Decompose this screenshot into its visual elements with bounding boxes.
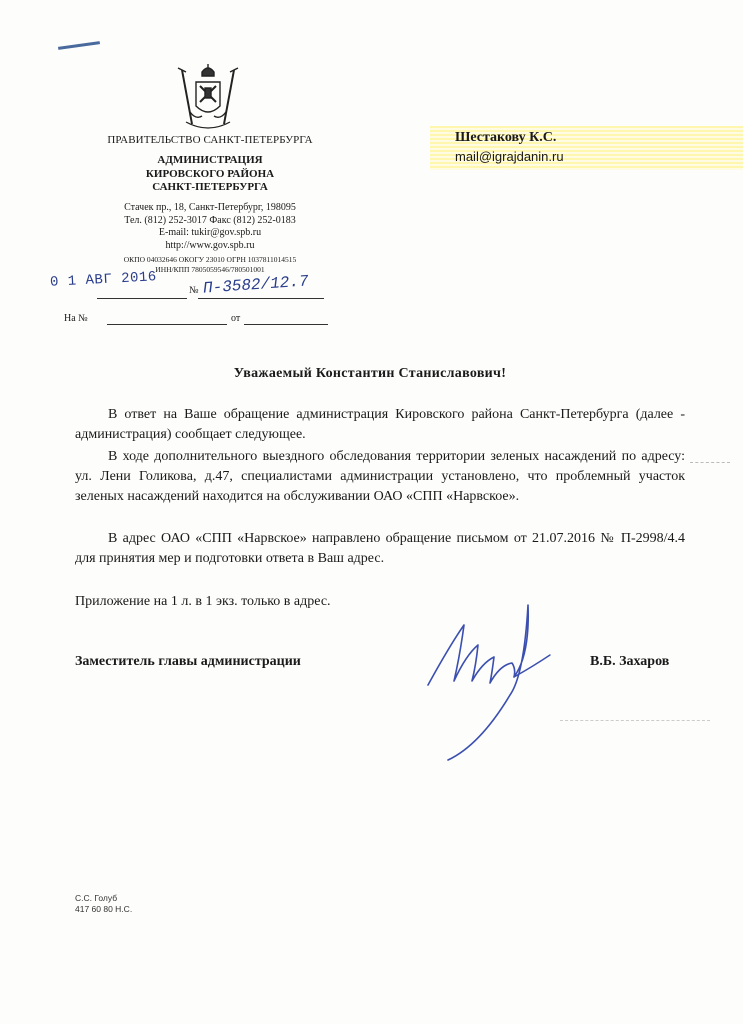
website: http://www.gov.spb.ru — [165, 239, 255, 251]
paragraph-text: В адрес ОАО «СПП «Нарвское» направлено обращение письмом от 21.07.2016 № П-2998/4.4 для принятия мер и подготовки ответа в Ваш адрес. — [75, 531, 685, 566]
address: Стачек пр., 18, Санкт-Петербург, 198095 — [124, 202, 296, 213]
date-stamp: 0 1 АВГ 2016 — [49, 269, 158, 291]
government-heading: ПРАВИТЕЛЬСТВО САНКТ-ПЕТЕРБУРГА — [107, 134, 313, 146]
executor-phone: 417 60 80 Н.С. — [75, 904, 133, 914]
number-label: № — [189, 285, 199, 296]
handwritten-signature — [420, 585, 570, 765]
greeting: Уважаемый Константин Станиславович! — [233, 366, 507, 381]
executor-info — [75, 893, 132, 915]
coat-of-arms-icon — [176, 62, 240, 134]
pen-mark — [58, 41, 100, 50]
paragraph-text: В ходе дополнительного выездного обследования территории зеленых насаждений по адресу: ул. Лени Голикова, д.47, специалистами администрации установлено, что проблемный участок зеленых насаждений находится на обслуживании ОАО «СПП «Нарвское». — [75, 449, 685, 504]
attachment-note: Приложение на 1 л. в 1 экз. только в адрес. — [75, 594, 331, 609]
from-label: от — [231, 313, 241, 324]
number-line — [198, 297, 324, 299]
admin-line: АДМИНИСТРАЦИЯ — [157, 154, 263, 166]
recipient-name: Шестакову К.С. — [455, 130, 557, 145]
number-stamp: П-3582/12.7 — [202, 272, 310, 298]
signatory-name: В.Б. Захаров — [590, 654, 670, 669]
administration-heading — [60, 154, 360, 195]
codes-line: ИНН/КПП 7805059546/780501001 — [155, 265, 265, 274]
phone-fax: Тел. (812) 252-3017 Факс (812) 252-0183 — [124, 214, 296, 226]
from-date-line — [244, 323, 328, 325]
incoming-number-label: На № — [64, 313, 88, 324]
scan-artifact — [560, 720, 710, 721]
paragraph-text: В ответ на Ваше обращение администрация Кировского района Санкт-Петербурга (далее - администрация) сообщает следующее. — [75, 407, 685, 442]
admin-line: САНКТ-ПЕТЕРБУРГА — [152, 181, 268, 193]
recipient-email: mail@igrajdanin.ru — [455, 149, 564, 164]
email: E-mail: tukir@gov.spb.ru — [158, 227, 262, 238]
contact-block — [60, 202, 360, 252]
paragraph — [75, 447, 685, 507]
incoming-number-line — [107, 323, 227, 325]
admin-line: КИРОВСКОГО РАЙОНА — [145, 167, 275, 180]
signatory-title: Заместитель главы администрации — [75, 654, 301, 669]
scan-artifact — [690, 462, 730, 463]
date-line — [97, 297, 187, 299]
paragraph — [75, 529, 685, 569]
paragraph — [75, 405, 685, 445]
executor-name: С.С. Голуб — [75, 893, 118, 903]
codes-line: ОКПО 04032646 ОКОГУ 23010 ОГРН 1037811014515 — [123, 255, 297, 264]
